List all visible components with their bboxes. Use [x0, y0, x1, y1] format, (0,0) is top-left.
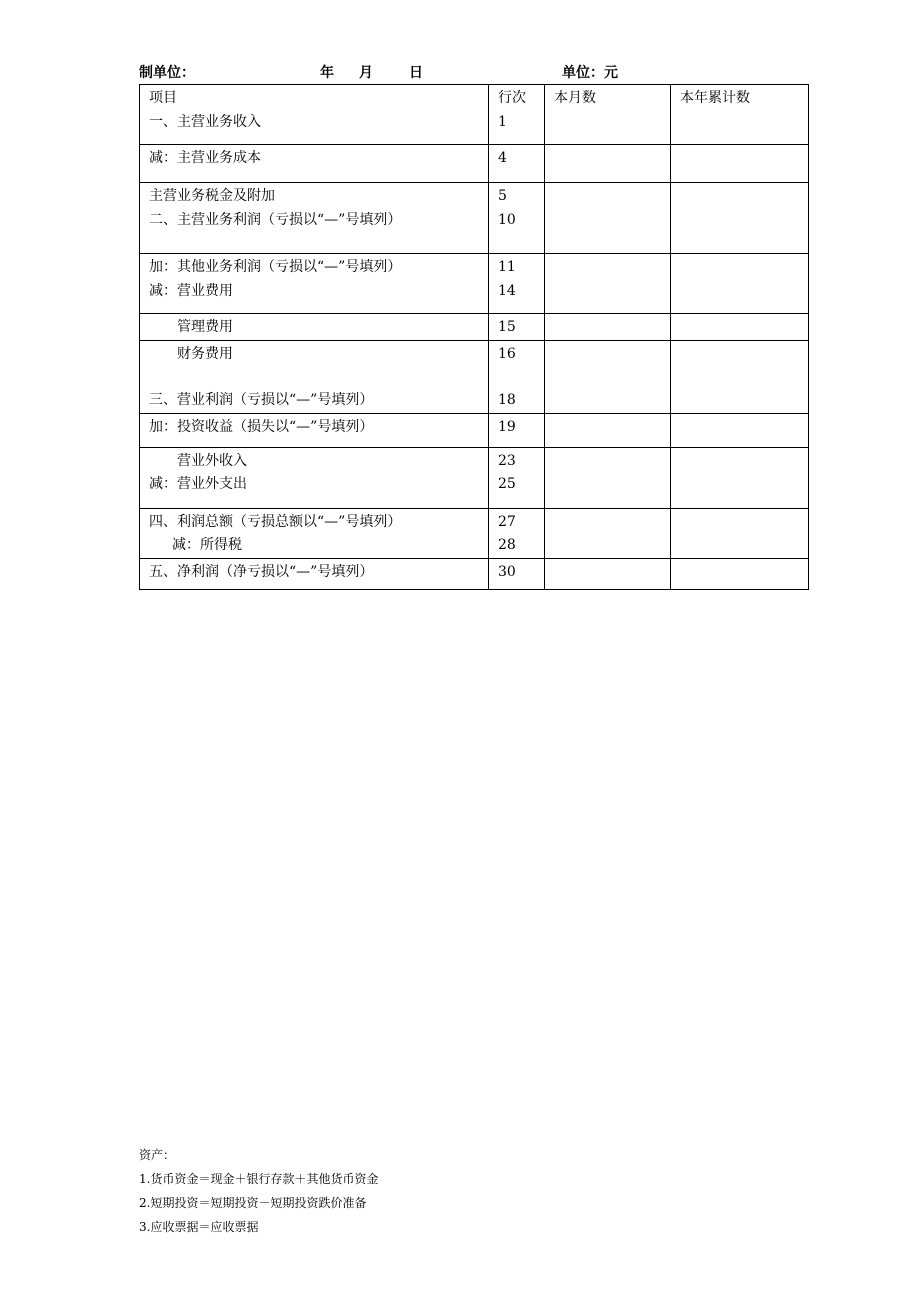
table-row: [140, 413, 809, 447]
row-line-number: 23: [498, 452, 516, 469]
line-cell: [489, 183, 545, 254]
row-item-label: 减：营业费用: [149, 282, 233, 299]
column-header-line: 行次: [498, 90, 526, 106]
item-cell: [140, 314, 489, 341]
row-line-number: 25: [498, 476, 516, 492]
item-cell: [140, 340, 489, 413]
report-header: [139, 62, 806, 84]
column-header-year-to-date: 本年累计数: [680, 90, 750, 106]
asset-notes: [139, 1143, 739, 1239]
item-cell: [140, 413, 489, 447]
row-line-number: 28: [498, 537, 516, 553]
item-cell: [140, 183, 489, 254]
row-line-number: 16: [498, 345, 516, 362]
year-label: 年: [320, 65, 334, 81]
row-item-label: 减：所得税: [172, 537, 242, 553]
row-item-label: 减：营业外支出: [149, 476, 247, 492]
table-row: [140, 254, 809, 314]
row-item-label: 三、营业利润（亏损以“—”号填列）: [149, 392, 374, 408]
item-cell: [140, 558, 489, 589]
row-item-label: 管理费用: [177, 319, 233, 335]
line-cell: [489, 254, 545, 314]
row-item-label: 加：投资收益（损失以“—”号填列）: [149, 418, 374, 435]
current-month-cell: [545, 183, 671, 254]
row-line-number: 14: [498, 282, 516, 299]
row-line-number: 5: [498, 188, 507, 204]
year-to-date-cell: [671, 183, 809, 254]
preparer-unit-label: 制单位：: [139, 65, 195, 81]
row-line-number: 30: [498, 563, 516, 580]
table-row: [140, 508, 809, 558]
row-item-label: 四、利润总额（亏损总额以“—”号填列）: [149, 513, 402, 530]
year-to-date-cell: [671, 508, 809, 558]
row-line-number: 4: [498, 150, 507, 166]
year-to-date-cell: [671, 254, 809, 314]
row-item-label: 加：其他业务利润（亏损以“—”号填列）: [149, 259, 402, 275]
current-month-cell: [545, 145, 671, 183]
table-row: [140, 145, 809, 183]
item-cell: [140, 508, 489, 558]
row-item-label: 二、主营业务利润（亏损以“—”号填列）: [149, 211, 402, 228]
row-item-label: 主营业务税金及附加: [149, 188, 275, 204]
note-item: 3.应收票据＝应收票据: [139, 1220, 259, 1234]
row-line-number: 18: [498, 392, 516, 408]
column-header-current-month: 本月数: [554, 90, 596, 106]
note-item: 1.货币资金＝现金＋银行存款＋其他货币资金: [139, 1172, 379, 1186]
note-item: 2.短期投资＝短期投资－短期投资跌价准备: [139, 1196, 367, 1210]
line-cell: [489, 447, 545, 508]
year-to-date-cell: [671, 447, 809, 508]
line-cell: [489, 145, 545, 183]
notes-title: 资产：: [139, 1148, 176, 1162]
year-to-date-cell: [671, 558, 809, 589]
row-item-label: 财务费用: [177, 345, 233, 362]
year-to-date-cell: [671, 85, 809, 145]
day-label: 日: [409, 65, 423, 81]
line-cell: [489, 558, 545, 589]
row-item-label: 营业外收入: [177, 452, 247, 469]
row-item-label: 五、净利润（净亏损以“—”号填列）: [149, 563, 374, 580]
table-row: [140, 558, 809, 589]
item-cell: [140, 85, 489, 145]
current-month-cell: [545, 314, 671, 341]
year-to-date-cell: [671, 314, 809, 341]
table-row: [140, 85, 809, 145]
month-label: 月: [359, 65, 373, 81]
item-cell: [140, 447, 489, 508]
currency-unit-label: 单位：元: [562, 65, 618, 81]
current-month-cell: [545, 254, 671, 314]
line-cell: [489, 85, 545, 145]
income-statement-table: [139, 84, 809, 590]
year-to-date-cell: [671, 413, 809, 447]
line-cell: [489, 508, 545, 558]
row-item-label: 减：主营业务成本: [149, 150, 261, 166]
table-row: [140, 183, 809, 254]
table-row: [140, 447, 809, 508]
row-line-number: 10: [498, 211, 516, 228]
table-row: [140, 314, 809, 341]
column-header-item: 项目: [149, 90, 177, 106]
row-line-number: 15: [498, 319, 516, 335]
row-line-number: 19: [498, 418, 516, 435]
row-line-number: 27: [498, 513, 516, 530]
current-month-cell: [545, 447, 671, 508]
line-cell: [489, 314, 545, 341]
current-month-cell: [545, 85, 671, 145]
year-to-date-cell: [671, 340, 809, 413]
table-row: [140, 340, 809, 413]
item-cell: [140, 254, 489, 314]
row-item-label: 一、主营业务收入: [149, 113, 261, 130]
current-month-cell: [545, 558, 671, 589]
current-month-cell: [545, 508, 671, 558]
current-month-cell: [545, 340, 671, 413]
row-line-number: 1: [498, 113, 507, 130]
item-cell: [140, 145, 489, 183]
line-cell: [489, 413, 545, 447]
year-to-date-cell: [671, 145, 809, 183]
row-line-number: 11: [498, 259, 516, 275]
current-month-cell: [545, 413, 671, 447]
line-cell: [489, 340, 545, 413]
